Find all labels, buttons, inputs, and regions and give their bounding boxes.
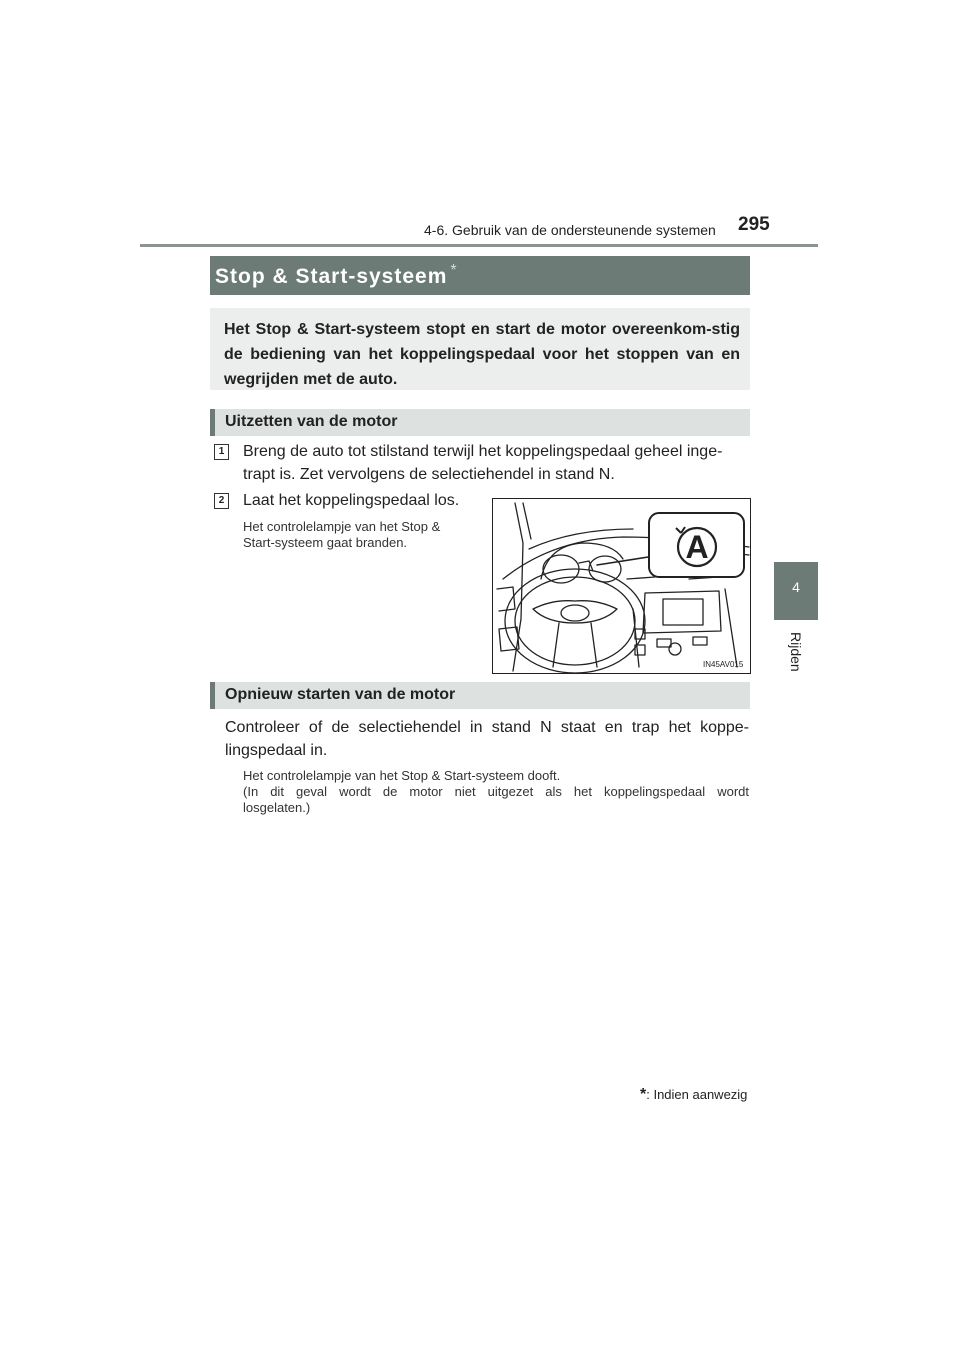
page-number: 295 [738, 214, 770, 235]
page-title [215, 262, 458, 289]
footnote [640, 1086, 747, 1104]
step-number-1: 1 [214, 444, 229, 460]
restart-note-line-1: Het controlelampje van het Stop & Start-systeem dooft. [243, 768, 561, 783]
subsection-accent [210, 409, 215, 436]
step-1-line-2: trapt is. Zet vervolgens de selectiehendel in stand N. [243, 466, 615, 483]
restart-note-line-3: losgelaten.) [243, 800, 311, 815]
page-title-text: Stop & Start-systeem [215, 265, 448, 288]
footnote-marker: * [640, 1086, 647, 1103]
dashboard-drawing [493, 499, 750, 673]
subsection-header-stop [210, 409, 750, 436]
subsection-title: Uitzetten van de motor [225, 413, 398, 430]
restart-line-2: lingspedaal in. [225, 742, 328, 759]
intro-box: Het Stop & Start-systeem stopt en start de motor overeenkom-stig de bediening van het koppelingspedaal voor het stoppen van en wegrijden met de auto. [210, 308, 750, 390]
step-2-line-1: Laat het koppelingspedaal los. [243, 492, 460, 509]
restart-line-1: Controleer of de selectiehendel in stand N staat en trap het koppe- [225, 719, 749, 736]
restart-note-line-2: (In dit geval wordt de motor niet uitgezet als het koppelingspedaal wordt [243, 784, 749, 799]
title-asterisk: * [450, 262, 458, 279]
dashboard-illustration [492, 498, 751, 674]
footnote-text: : Indien aanwezig [646, 1087, 748, 1102]
chapter-label-container [782, 632, 812, 692]
step-1-line-1: Breng de auto tot stilstand terwijl het koppelingspedaal geheel inge- [243, 443, 723, 460]
subsection-header-restart [210, 682, 750, 709]
step-2-note-line-1: Het controlelampje van het Stop & [243, 519, 441, 534]
running-header-section: 4-6. Gebruik van de ondersteunende systemen [424, 222, 716, 238]
header-rule [140, 244, 818, 247]
chapter-tab: 4 [774, 562, 818, 620]
step-2-note-line-2: Start-systeem gaat branden. [243, 535, 408, 550]
chapter-label: Rijden [788, 632, 804, 672]
figure-caption: IN45AV015 [703, 660, 744, 669]
subsection-accent [210, 682, 215, 709]
subsection-title: Opnieuw starten van de motor [225, 686, 456, 703]
callout-letter: A [685, 529, 709, 565]
step-number-2: 2 [214, 493, 229, 509]
